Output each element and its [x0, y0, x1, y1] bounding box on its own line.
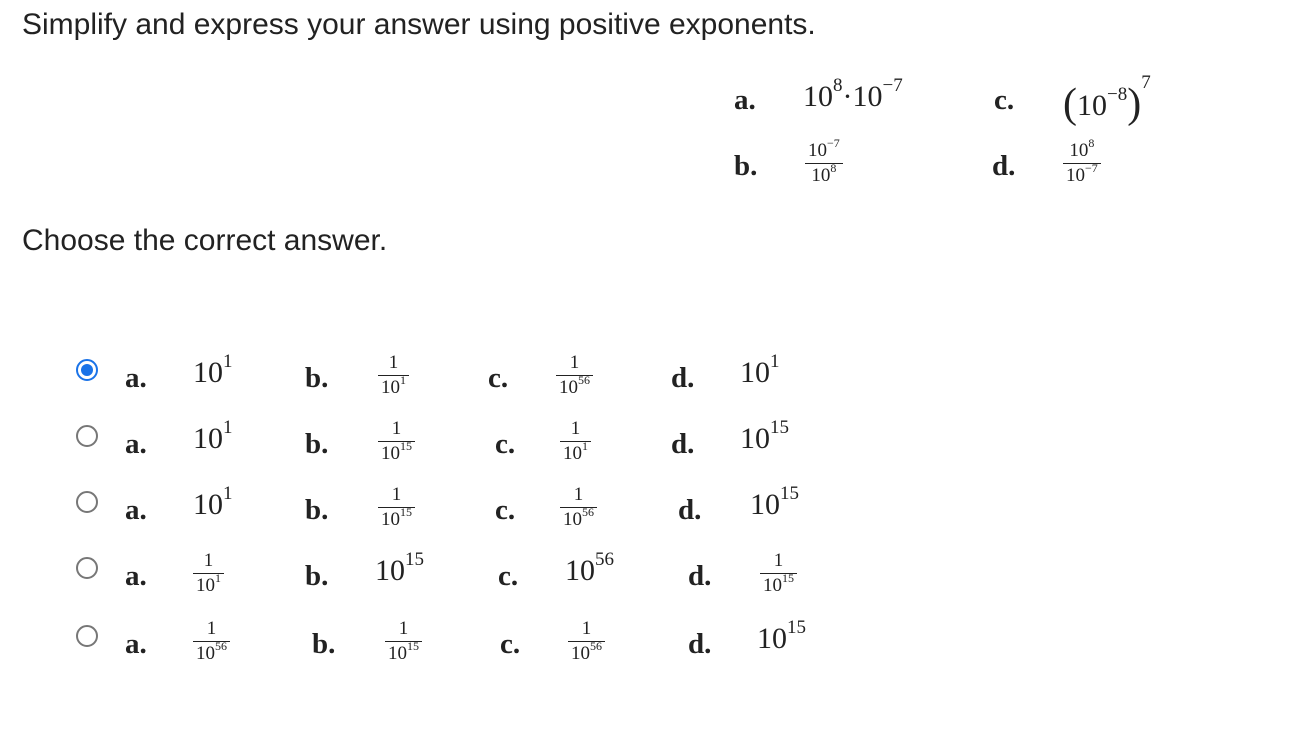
part-d-label: d.	[688, 628, 712, 660]
part-c-expression: 1 $10^1$	[560, 418, 591, 465]
radio-button[interactable]	[76, 491, 98, 513]
part-b-expression: 1 $10^{15}$	[378, 418, 415, 465]
radio-button[interactable]	[76, 625, 98, 647]
choose-prompt: Choose the correct answer.	[22, 224, 388, 257]
part-c-expression: 1 $10^{56}$	[556, 352, 593, 399]
part-d-label: d.	[688, 560, 712, 592]
problem-c-label: c.	[994, 84, 1015, 116]
instruction-text: Simplify and express your answer using positive exponents.	[22, 8, 816, 41]
part-c-label: c.	[498, 560, 519, 592]
part-d-expression: $10^{15}$	[750, 483, 799, 521]
part-a-expression: $10^1$	[193, 483, 233, 521]
part-a-label: a.	[125, 428, 147, 460]
part-b-label: b.	[305, 560, 329, 592]
part-c-label: c.	[500, 628, 521, 660]
problem-a-expression: $10^8\cdot 10^{-7}$	[803, 75, 903, 113]
problem-b-expression: $10^{-7}$ $10^8$	[805, 140, 843, 187]
part-c-expression: 1 $10^{56}$	[560, 484, 597, 531]
problem-d-label: d.	[992, 150, 1016, 182]
part-d-expression: 1 $10^{15}$	[760, 550, 797, 597]
radio-button[interactable]	[76, 425, 98, 447]
part-d-label: d.	[671, 362, 695, 394]
part-c-label: c.	[495, 494, 516, 526]
answer-option-4[interactable]	[0, 540, 1300, 604]
radio-button[interactable]	[76, 359, 98, 381]
part-b-label: b.	[305, 494, 329, 526]
part-b-label: b.	[312, 628, 336, 660]
part-d-expression: $10^{15}$	[740, 417, 789, 455]
part-a-expression: $10^1$	[193, 417, 233, 455]
answer-option-3[interactable]	[0, 474, 1300, 538]
problem-c-expression: $(10^{-8})^7$	[1063, 72, 1151, 127]
part-a-expression: 1 $10^{56}$	[193, 618, 230, 665]
part-c-expression: 1 $10^{56}$	[568, 618, 605, 665]
part-c-label: c.	[488, 362, 509, 394]
problem-d-expression: $10^8$ $10^{-7}$	[1063, 140, 1101, 187]
problem-b-label: b.	[734, 150, 758, 182]
part-a-expression: $10^1$	[193, 351, 233, 389]
problem-a-label: a.	[734, 84, 756, 116]
part-b-expression: 1 $10^1$	[378, 352, 409, 399]
part-a-expression: 1 $10^1$	[193, 550, 224, 597]
part-b-expression: 1 $10^{15}$	[378, 484, 415, 531]
answer-option-2[interactable]	[0, 408, 1300, 472]
part-a-label: a.	[125, 494, 147, 526]
part-d-expression: $10^{15}$	[757, 617, 806, 655]
part-b-expression: $10^{15}$	[375, 549, 424, 587]
part-c-expression: $10^{56}$	[565, 549, 614, 587]
part-b-expression: 1 $10^{15}$	[385, 618, 422, 665]
part-a-label: a.	[125, 362, 147, 394]
part-b-label: b.	[305, 362, 329, 394]
radio-button[interactable]	[76, 557, 98, 579]
part-d-expression: $10^1$	[740, 351, 780, 389]
part-c-label: c.	[495, 428, 516, 460]
part-d-label: d.	[671, 428, 695, 460]
part-a-label: a.	[125, 628, 147, 660]
answer-option-1[interactable]	[0, 342, 1300, 406]
part-b-label: b.	[305, 428, 329, 460]
part-d-label: d.	[678, 494, 702, 526]
answer-option-5[interactable]	[0, 608, 1300, 672]
part-a-label: a.	[125, 560, 147, 592]
